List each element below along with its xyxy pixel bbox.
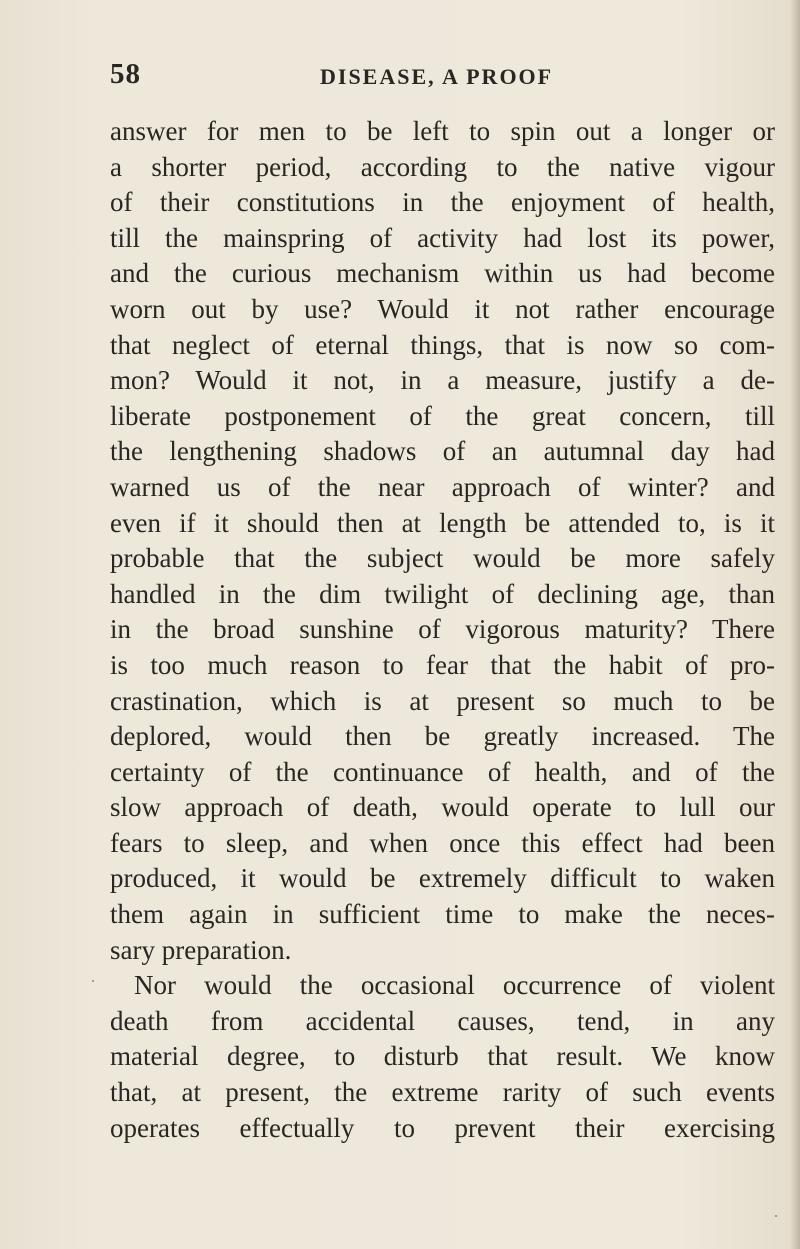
paper-speck [92, 980, 94, 982]
text-line: produced, it would be extremely difficult to waken [110, 863, 775, 894]
text-line: certainty of the continuance of health, and of the [110, 756, 775, 787]
text-line: probable that the subject would be more safely [110, 543, 775, 574]
text-line: death from accidental causes, tend, in any [110, 1005, 775, 1036]
text-line: liberate postponement of the great concern, till [110, 400, 775, 431]
text-line: worn out by use? Would it not rather encourage [110, 293, 775, 324]
paragraph-end-line: sary preparation. [110, 934, 292, 965]
text-line: handled in the dim twilight of declining age, than [110, 578, 775, 609]
paper-speck [775, 1215, 777, 1217]
text-line: till the mainspring of activity had lost its power, [110, 222, 775, 253]
text-line: crastination, which is at present so much to be [110, 685, 775, 716]
text-line: fears to sleep, and when once this effect had been [110, 827, 775, 858]
text-line: slow approach of death, would operate to lull our [110, 792, 775, 823]
text-line: that, at present, the extreme rarity of such events [110, 1077, 775, 1108]
body-text [110, 114, 775, 1146]
text-line: the lengthening shadows of an autumnal day had [110, 436, 775, 467]
page-number: 58 [110, 58, 141, 90]
text-line: in the broad sunshine of vigorous maturity? There [110, 614, 775, 645]
text-line: operates effectually to prevent their exercising [110, 1112, 775, 1143]
text-line: mon? Would it not, in a measure, justify a de- [110, 365, 775, 396]
text-line: material degree, to disturb that result. We know [110, 1041, 775, 1072]
text-line: and the curious mechanism within us had become [110, 258, 775, 289]
paragraph-start-line: Nor would the occasional occurrence of violent [134, 970, 775, 1001]
running-head [110, 58, 770, 98]
text-line: a shorter period, according to the native vigour [110, 151, 775, 182]
text-line: warned us of the near approach of winter? and [110, 471, 775, 502]
text-line: answer for men to be left to spin out a longer or [110, 116, 775, 146]
text-line: that neglect of eternal things, that is now so com- [110, 329, 775, 360]
page-edge-shadow [790, 0, 800, 1249]
text-line: of their constitutions in the enjoyment of health, [110, 187, 775, 218]
text-line: is too much reason to fear that the habit of pro- [110, 649, 775, 680]
text-line: even if it should then at length be attended to, is it [110, 507, 775, 538]
text-line: deplored, would then be greatly increased. The [110, 721, 775, 752]
text-line: them again in sufficient time to make the neces- [110, 899, 775, 930]
running-title: DISEASE, A PROOF [320, 64, 554, 89]
